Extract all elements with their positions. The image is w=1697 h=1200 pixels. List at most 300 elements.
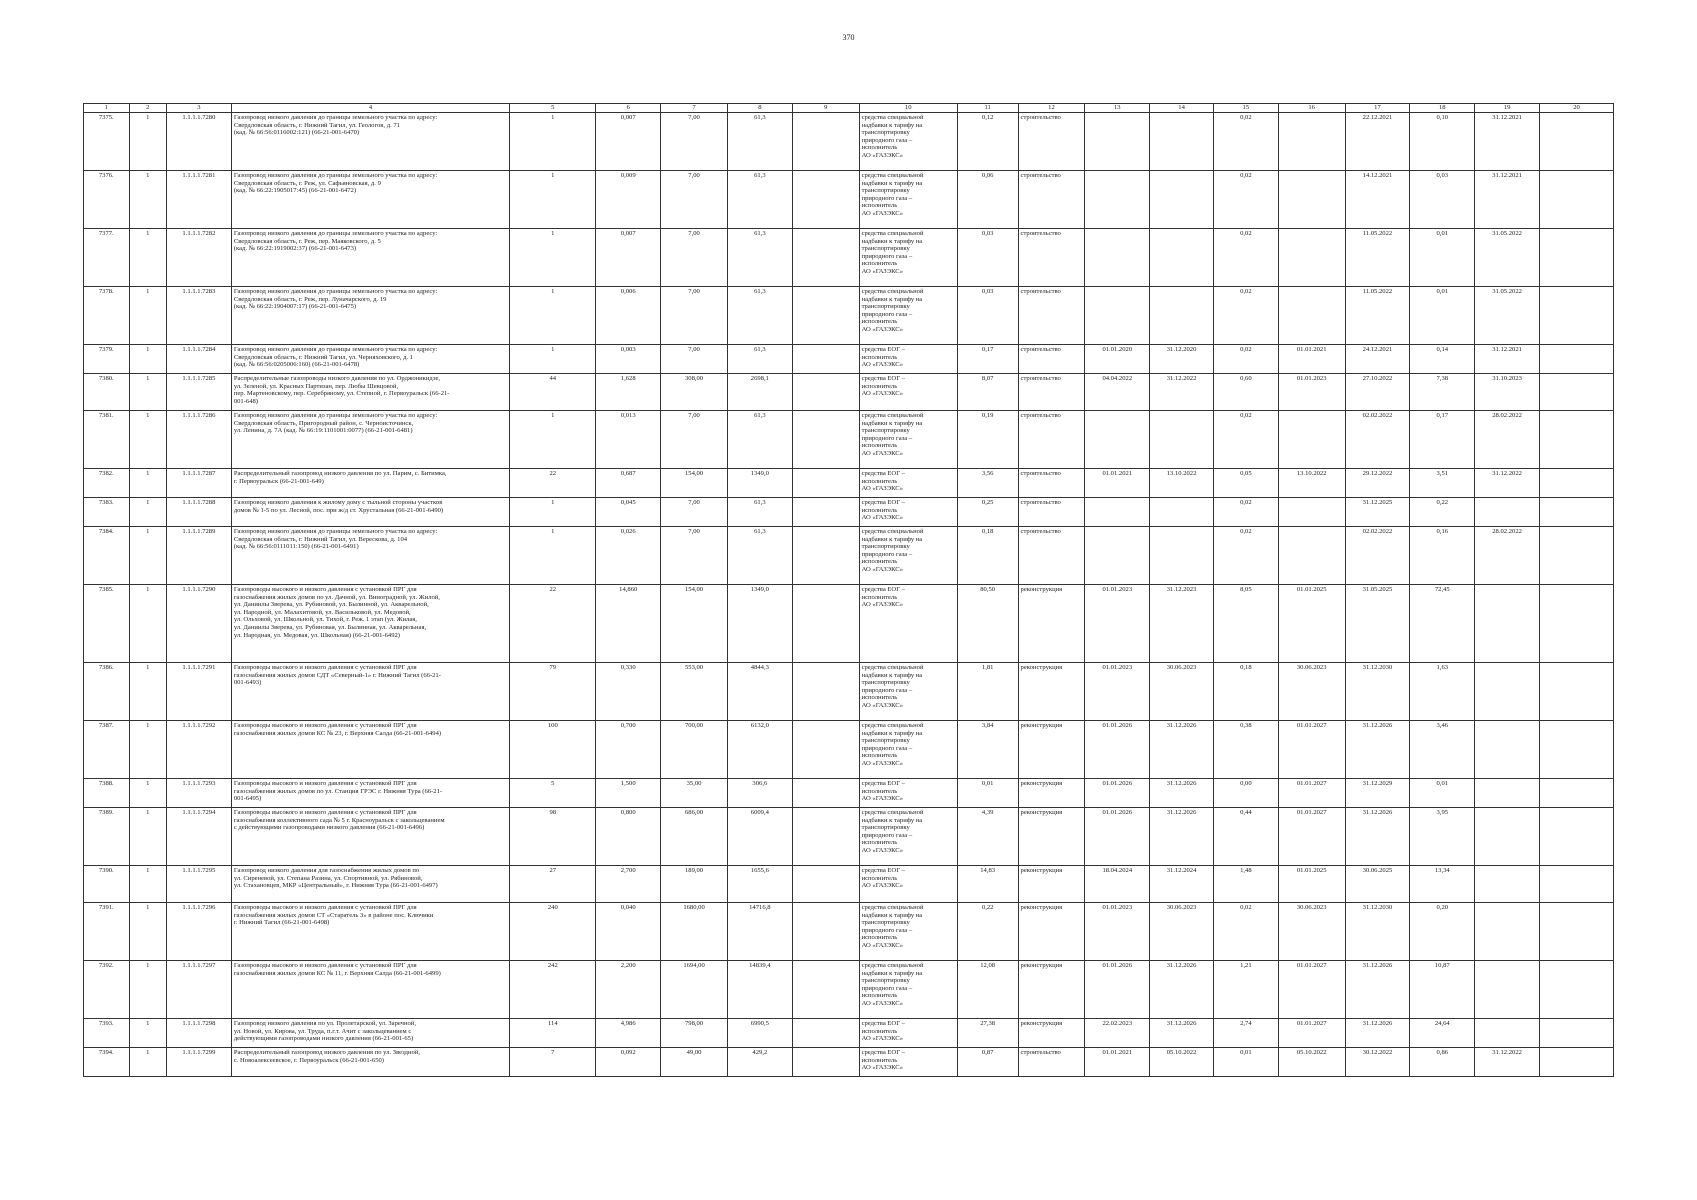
table-cell: 0,18 (1213, 663, 1278, 721)
table-cell (1475, 779, 1540, 808)
table-cell: 0,20 (1410, 903, 1475, 961)
table-cell: 29.12.2022 (1345, 469, 1410, 498)
table-cell: 1.1.1.1.7287 (167, 469, 232, 498)
column-header: 8 (727, 104, 792, 113)
table-cell: 1.1.1.1.7280 (167, 113, 232, 171)
table-cell: 1.1.1.1.7289 (167, 527, 232, 585)
table-cell: 1 (510, 498, 596, 527)
table-cell: Газопроводы высокого и низкого давления с установкой ПРГ для газоснабжения жилых домов СТ «Старатель 3» в районе пос. Ключики г. Нижний Тагил (66-21-001-6498) (231, 903, 509, 961)
table-cell: 1 (129, 903, 166, 961)
table-cell: 0,02 (1213, 527, 1278, 585)
table-cell (792, 1019, 859, 1048)
table-cell: 31.12.2026 (1345, 961, 1410, 1019)
table-cell (1475, 866, 1540, 903)
table-cell: 1 (129, 1019, 166, 1048)
table-cell: 0,700 (596, 721, 661, 779)
table-cell: 31.12.2026 (1150, 961, 1214, 1019)
table-cell (1475, 663, 1540, 721)
table-cell: 05.10.2022 (1150, 1048, 1214, 1077)
column-header: 2 (129, 104, 166, 113)
table-cell: 22.12.2021 (1345, 113, 1410, 171)
table-cell: 1 (129, 374, 166, 411)
table-cell: 01.01.2023 (1085, 663, 1150, 721)
table-cell: 0,12 (957, 113, 1018, 171)
table-cell: строительство (1018, 287, 1085, 345)
table-cell (792, 113, 859, 171)
table-cell: 1.1.1.1.7298 (167, 1019, 232, 1048)
table-cell: 1.1.1.1.7296 (167, 903, 232, 961)
table-cell (1085, 171, 1150, 229)
table-cell: 79 (510, 663, 596, 721)
table-cell: 31.12.2026 (1150, 1019, 1214, 1048)
table-cell: Газопровод низкого давления до границы земельного участка по адресу: Свердловская область, г. Нижний Тагил, ул. Верескова, д. 104 (кад. № 66:56:0111011:150) (66-21-001-6491) (231, 527, 509, 585)
table-cell: 0,06 (957, 171, 1018, 229)
table-cell: 31.12.2026 (1150, 808, 1214, 866)
table-cell: средства специальной надбавки к тарифу на транспортировку природного газа – исполнитель АО «ГАЗЭКС» (859, 961, 957, 1019)
table-cell: средства специальной надбавки к тарифу на транспортировку природного газа – исполнитель АО «ГАЗЭКС» (859, 411, 957, 469)
table-cell: 7381. (84, 411, 130, 469)
table-cell (792, 498, 859, 527)
column-header: 7 (661, 104, 728, 113)
table-cell: реконструкция (1018, 1019, 1085, 1048)
column-header: 10 (859, 104, 957, 113)
table-cell: 1 (129, 808, 166, 866)
table-cell: 05.10.2022 (1278, 1048, 1345, 1077)
table-cell: 4,986 (596, 1019, 661, 1048)
table-cell: 7394. (84, 1048, 130, 1077)
table-cell: 1,63 (1410, 663, 1475, 721)
table-cell: 7384. (84, 527, 130, 585)
table-cell: 18.04.2024 (1085, 866, 1150, 903)
table-cell: 14,83 (957, 866, 1018, 903)
table-cell: 0,03 (957, 287, 1018, 345)
table-cell: 0,092 (596, 1048, 661, 1077)
table-cell: 2,700 (596, 866, 661, 903)
table-cell: 0,17 (1410, 411, 1475, 469)
table-cell: 80,50 (957, 585, 1018, 663)
table-cell: 0,02 (1213, 903, 1278, 961)
table-cell (1539, 585, 1613, 663)
table-cell (792, 287, 859, 345)
table-cell: реконструкция (1018, 961, 1085, 1019)
table-cell: 0,14 (1410, 345, 1475, 374)
table-cell (792, 866, 859, 903)
table-cell (1150, 498, 1214, 527)
table-cell: средства специальной надбавки к тарифу на транспортировку природного газа – исполнитель АО «ГАЗЭКС» (859, 287, 957, 345)
table-cell: 0,05 (1213, 469, 1278, 498)
table-cell: средства специальной надбавки к тарифу на транспортировку природного газа – исполнитель АО «ГАЗЭКС» (859, 229, 957, 287)
table-cell: 30.12.2022 (1345, 1048, 1410, 1077)
table-cell: 0,003 (596, 345, 661, 374)
table-cell: 61,3 (727, 498, 792, 527)
table-cell: средства ЕОГ – исполнитель АО «ГАЗЭКС» (859, 345, 957, 374)
table-row (84, 663, 1614, 721)
table-cell (1475, 498, 1540, 527)
table-cell: средства ЕОГ – исполнитель АО «ГАЗЭКС» (859, 498, 957, 527)
table-cell: 1 (129, 469, 166, 498)
table-cell: 1 (510, 229, 596, 287)
table-cell (1278, 229, 1345, 287)
table-cell: 1 (129, 113, 166, 171)
table-cell: 0,800 (596, 808, 661, 866)
table-cell: 7391. (84, 903, 130, 961)
table-cell: 1655,6 (727, 866, 792, 903)
table-row (84, 469, 1614, 498)
table-cell: 27,38 (957, 1019, 1018, 1048)
table-cell: 01.01.2021 (1085, 1048, 1150, 1077)
table-cell: 31.12.2025 (1345, 498, 1410, 527)
table-cell: 0,01 (1410, 287, 1475, 345)
table-cell: Газопроводы высокого и низкого давления с установкой ПРГ для газоснабжения коллективного сада № 5 г. Красноуральск с закольцеванием с действующими газопроводами низкого давления (66-21-001-6496) (231, 808, 509, 866)
table-cell: 3,51 (1410, 469, 1475, 498)
table-cell: 0,44 (1213, 808, 1278, 866)
table-cell: 0,02 (1213, 229, 1278, 287)
table-cell (792, 469, 859, 498)
table-cell: 61,3 (727, 113, 792, 171)
table-cell: 31.05.2022 (1475, 229, 1540, 287)
table-cell: 1 (129, 961, 166, 1019)
table-cell: 31.05.2022 (1475, 287, 1540, 345)
table-cell: 31.12.2022 (1475, 469, 1540, 498)
column-header: 5 (510, 104, 596, 113)
table-cell: 154,00 (661, 585, 728, 663)
table-cell: 0,02 (1213, 411, 1278, 469)
table-cell: 11.05.2022 (1345, 229, 1410, 287)
table-cell: реконструкция (1018, 663, 1085, 721)
table-cell: 1 (510, 527, 596, 585)
table-cell (1150, 527, 1214, 585)
table-cell (1539, 411, 1613, 469)
table-cell: 24.12.2021 (1345, 345, 1410, 374)
table-cell (792, 527, 859, 585)
table-cell: 49,00 (661, 1048, 728, 1077)
table-cell: 31.12.2029 (1345, 779, 1410, 808)
table-cell: 31.12.2026 (1345, 1019, 1410, 1048)
table-cell: 7388. (84, 779, 130, 808)
table-cell (1539, 1048, 1613, 1077)
column-header: 19 (1475, 104, 1540, 113)
column-header: 20 (1539, 104, 1613, 113)
table-cell: Газопровод низкого давления по ул. Пролетарской, ул. Заречной, ул. Новой, ул. Кирова, ул. Труда, п.г.т. Ачит с закольцеванием с действующими газопроводами низкого давления (66-21-001-65) (231, 1019, 509, 1048)
table-cell: 1 (129, 585, 166, 663)
table-cell: 31.12.2026 (1345, 721, 1410, 779)
table-cell (1150, 229, 1214, 287)
table-header-row (84, 104, 1614, 113)
table-cell (792, 721, 859, 779)
table-cell: 1.1.1.1.7299 (167, 1048, 232, 1077)
table-cell: Газопровод низкого давления к жилому дому с тыльной стороны участков домов № 1-5 по ул. Лесной, пос. при ж/д ст. Хрустальная (66-21-001-6490) (231, 498, 509, 527)
table-cell: Газопровод низкого давления до границы земельного участка по адресу: Свердловская область, г. Реж, ул. Сафьяновская, д. 9 (кад. № 66:22:1905017:45) (66-21-001-6472) (231, 171, 509, 229)
table-row (84, 866, 1614, 903)
page-number: 370 (842, 33, 855, 42)
table-cell: 1680,00 (661, 903, 728, 961)
table-cell: 3,95 (1410, 808, 1475, 866)
table-cell (1475, 1019, 1540, 1048)
table-cell (1150, 411, 1214, 469)
table-cell: Газопроводы высокого и низкого давления с установкой ПРГ для газоснабжения жилых домов КС № 23, г. Верхняя Салда (66-21-001-6494) (231, 721, 509, 779)
table-cell: 1 (510, 287, 596, 345)
table-row (84, 411, 1614, 469)
table-cell: 30.06.2025 (1345, 866, 1410, 903)
table-cell: строительство (1018, 374, 1085, 411)
table-cell: 01.01.2027 (1278, 721, 1345, 779)
table-cell: 0,38 (1213, 721, 1278, 779)
table-cell: 7,00 (661, 229, 728, 287)
table-cell (1539, 866, 1613, 903)
table-cell: 798,00 (661, 1019, 728, 1048)
table-cell (1539, 961, 1613, 1019)
table-cell: 31.12.2023 (1150, 585, 1214, 663)
column-header: 17 (1345, 104, 1410, 113)
table-cell: 0,19 (957, 411, 1018, 469)
table-cell: Газопровод низкого давления для газоснабжения жилых домов по ул. Сиреневой, ул. Степана Разина, ул. Спортивной, ул. Рябиновой, ул. Стахановцев, МКР «Центральный», г. Нижняя Тура (66-21-001-6497) (231, 866, 509, 903)
table-cell: 7,00 (661, 171, 728, 229)
table-cell: 13.10.2022 (1150, 469, 1214, 498)
column-header: 16 (1278, 104, 1345, 113)
table-cell: 1 (510, 171, 596, 229)
table-cell: 1,21 (1213, 961, 1278, 1019)
table-cell: 01.01.2027 (1278, 1019, 1345, 1048)
table-cell: средства специальной надбавки к тарифу на транспортировку природного газа – исполнитель АО «ГАЗЭКС» (859, 113, 957, 171)
table-cell: средства ЕОГ – исполнитель АО «ГАЗЭКС» (859, 866, 957, 903)
table-cell: 0,86 (1410, 1048, 1475, 1077)
table-cell: 7380. (84, 374, 130, 411)
table-cell (1475, 903, 1540, 961)
table-cell (1475, 961, 1540, 1019)
table-cell: 1 (510, 345, 596, 374)
table-cell: 1,81 (957, 663, 1018, 721)
table-cell: 31.12.2026 (1345, 808, 1410, 866)
table-cell (1085, 229, 1150, 287)
table-cell: 98 (510, 808, 596, 866)
table-cell: 7393. (84, 1019, 130, 1048)
table-cell (1539, 903, 1613, 961)
table-cell: 1,48 (1213, 866, 1278, 903)
table-cell: 01.01.2023 (1085, 585, 1150, 663)
table-cell: 7376. (84, 171, 130, 229)
table-cell: 31.12.2030 (1345, 903, 1410, 961)
column-header: 9 (792, 104, 859, 113)
table-cell: 01.01.2023 (1278, 374, 1345, 411)
table-cell: 22 (510, 469, 596, 498)
table-cell: 72,45 (1410, 585, 1475, 663)
table-cell (1539, 498, 1613, 527)
table-cell: 13,34 (1410, 866, 1475, 903)
table-cell: 240 (510, 903, 596, 961)
table-cell: 31.05.2025 (1345, 585, 1410, 663)
table-cell: средства специальной надбавки к тарифу на транспортировку природного газа – исполнитель АО «ГАЗЭКС» (859, 808, 957, 866)
column-header: 13 (1085, 104, 1150, 113)
table-cell: 11.05.2022 (1345, 287, 1410, 345)
table-cell: 1.1.1.1.7286 (167, 411, 232, 469)
table-cell: 1 (129, 171, 166, 229)
table-cell: 0,60 (1213, 374, 1278, 411)
table-cell: 1.1.1.1.7295 (167, 866, 232, 903)
table-cell: 7378. (84, 287, 130, 345)
table-cell: 1 (129, 345, 166, 374)
table-cell: строительство (1018, 113, 1085, 171)
table-cell: 0,040 (596, 903, 661, 961)
table-cell: 7 (510, 1048, 596, 1077)
table-cell: 8,05 (1213, 585, 1278, 663)
table-cell: 1.1.1.1.7290 (167, 585, 232, 663)
table-cell: 02.02.2022 (1345, 411, 1410, 469)
table-cell: 1.1.1.1.7283 (167, 287, 232, 345)
table-cell: 01.01.2026 (1085, 961, 1150, 1019)
table-cell: 0,006 (596, 287, 661, 345)
column-header: 3 (167, 104, 232, 113)
table-cell: строительство (1018, 1048, 1085, 1077)
table-cell: 0,007 (596, 113, 661, 171)
table-cell: строительство (1018, 469, 1085, 498)
table-cell: 1.1.1.1.7281 (167, 171, 232, 229)
table-cell (1475, 808, 1540, 866)
table-cell: средства специальной надбавки к тарифу на транспортировку природного газа – исполнитель АО «ГАЗЭКС» (859, 663, 957, 721)
table-cell: 5 (510, 779, 596, 808)
table-cell: 1694,00 (661, 961, 728, 1019)
table-cell: 0,22 (957, 903, 1018, 961)
table-cell: строительство (1018, 229, 1085, 287)
table-row (84, 287, 1614, 345)
table-cell: 2,74 (1213, 1019, 1278, 1048)
table-cell: 7389. (84, 808, 130, 866)
table-cell: 27 (510, 866, 596, 903)
table-cell: 31.12.2021 (1475, 171, 1540, 229)
table-cell: 61,3 (727, 229, 792, 287)
table-cell: 0,10 (1410, 113, 1475, 171)
table-cell: 7,00 (661, 345, 728, 374)
table-cell: 7,00 (661, 527, 728, 585)
table-cell: 4,39 (957, 808, 1018, 866)
table-cell: 686,00 (661, 808, 728, 866)
table-cell: 31.12.2021 (1475, 113, 1540, 171)
table-cell: 0,00 (1213, 779, 1278, 808)
table-cell (1278, 527, 1345, 585)
table-row (84, 374, 1614, 411)
table-cell: 0,22 (1410, 498, 1475, 527)
table-cell: реконструкция (1018, 779, 1085, 808)
table-cell: 0,01 (1213, 1048, 1278, 1077)
column-header: 14 (1150, 104, 1214, 113)
table-cell: 2,200 (596, 961, 661, 1019)
table-body (84, 113, 1614, 1077)
table-cell: 154,00 (661, 469, 728, 498)
table-row (84, 808, 1614, 866)
column-header: 11 (957, 104, 1018, 113)
table-cell (1085, 527, 1150, 585)
table-row (84, 779, 1614, 808)
table-cell: 1.1.1.1.7297 (167, 961, 232, 1019)
table-cell: 30.06.2023 (1278, 663, 1345, 721)
table-cell (1539, 229, 1613, 287)
table-cell: 1 (129, 411, 166, 469)
column-header: 18 (1410, 104, 1475, 113)
table-cell: средства специальной надбавки к тарифу на транспортировку природного газа – исполнитель АО «ГАЗЭКС» (859, 171, 957, 229)
table-cell: 7,38 (1410, 374, 1475, 411)
table-cell: средства ЕОГ – исполнитель АО «ГАЗЭКС» (859, 1019, 957, 1048)
table-cell: 8,07 (957, 374, 1018, 411)
column-header: 15 (1213, 104, 1278, 113)
table-cell: 14.12.2021 (1345, 171, 1410, 229)
table-cell: 1.1.1.1.7284 (167, 345, 232, 374)
table-row (84, 1019, 1614, 1048)
table-cell: 6132,0 (727, 721, 792, 779)
table-cell (792, 903, 859, 961)
table-cell: средства специальной надбавки к тарифу на транспортировку природного газа – исполнитель АО «ГАЗЭКС» (859, 527, 957, 585)
table-cell: 0,045 (596, 498, 661, 527)
table-cell: 01.01.2025 (1278, 585, 1345, 663)
table-cell: 01.01.2027 (1278, 961, 1345, 1019)
table-cell: 01.01.2025 (1278, 866, 1345, 903)
table-cell (1278, 411, 1345, 469)
table-cell: реконструкция (1018, 585, 1085, 663)
table-cell: 14716,8 (727, 903, 792, 961)
table-cell: 10,87 (1410, 961, 1475, 1019)
table-cell (1539, 374, 1613, 411)
table-cell: Газопровод низкого давления до границы земельного участка по адресу: Свердловская область, г. Нижний Тагил, ул. Черняховского, д. 1 (кад. № 66:56:0205006:160) (66-21-001-6478) (231, 345, 509, 374)
table-cell (1539, 345, 1613, 374)
table-cell: Газопровод низкого давления до границы земельного участка по адресу: Свердловская область, г. Реж, пер. Маяковского, д. 5 (кад. № 66:22:1919002:37) (66-21-001-6473) (231, 229, 509, 287)
table-cell: 01.01.2027 (1278, 779, 1345, 808)
table-cell: 2698,1 (727, 374, 792, 411)
table-cell: средства ЕОГ – исполнитель АО «ГАЗЭКС» (859, 469, 957, 498)
table-cell (1278, 498, 1345, 527)
table-cell: средства ЕОГ – исполнитель АО «ГАЗЭКС» (859, 1048, 957, 1077)
table-cell: реконструкция (1018, 903, 1085, 961)
table-cell (792, 411, 859, 469)
table-cell (1539, 469, 1613, 498)
table-cell (1085, 113, 1150, 171)
table-cell: 1 (129, 866, 166, 903)
table-row (84, 345, 1614, 374)
table-cell: 7390. (84, 866, 130, 903)
table-cell: 308,00 (661, 374, 728, 411)
table-cell: строительство (1018, 345, 1085, 374)
table-cell: 61,3 (727, 287, 792, 345)
table-cell: 0,009 (596, 171, 661, 229)
table-cell: реконструкция (1018, 866, 1085, 903)
table-row (84, 171, 1614, 229)
table-cell (1150, 287, 1214, 345)
table-cell: 31.12.2022 (1475, 1048, 1540, 1077)
table-cell: 01.01.2027 (1278, 808, 1345, 866)
table-cell: 7379. (84, 345, 130, 374)
table-cell: 6009,4 (727, 808, 792, 866)
table-cell: средства ЕОГ – исполнитель АО «ГАЗЭКС» (859, 585, 957, 663)
table-cell: 0,02 (1213, 113, 1278, 171)
table-cell: 7382. (84, 469, 130, 498)
column-header: 6 (596, 104, 661, 113)
table-cell (792, 779, 859, 808)
table-cell: 31.12.2026 (1150, 779, 1214, 808)
table-cell: 31.10.2023 (1475, 374, 1540, 411)
table-cell (1085, 287, 1150, 345)
table-cell: реконструкция (1018, 808, 1085, 866)
table-cell: 31.12.2026 (1150, 721, 1214, 779)
table-cell: 3,84 (957, 721, 1018, 779)
table-cell: 7,00 (661, 411, 728, 469)
table-cell: 6990,5 (727, 1019, 792, 1048)
table-cell: 0,01 (957, 779, 1018, 808)
table-cell: реконструкция (1018, 721, 1085, 779)
table-cell (1539, 779, 1613, 808)
table-cell (792, 229, 859, 287)
table-cell (1278, 287, 1345, 345)
table-cell: 700,00 (661, 721, 728, 779)
table-cell: 31.12.2022 (1150, 374, 1214, 411)
table-cell (1475, 585, 1540, 663)
table-cell: строительство (1018, 527, 1085, 585)
